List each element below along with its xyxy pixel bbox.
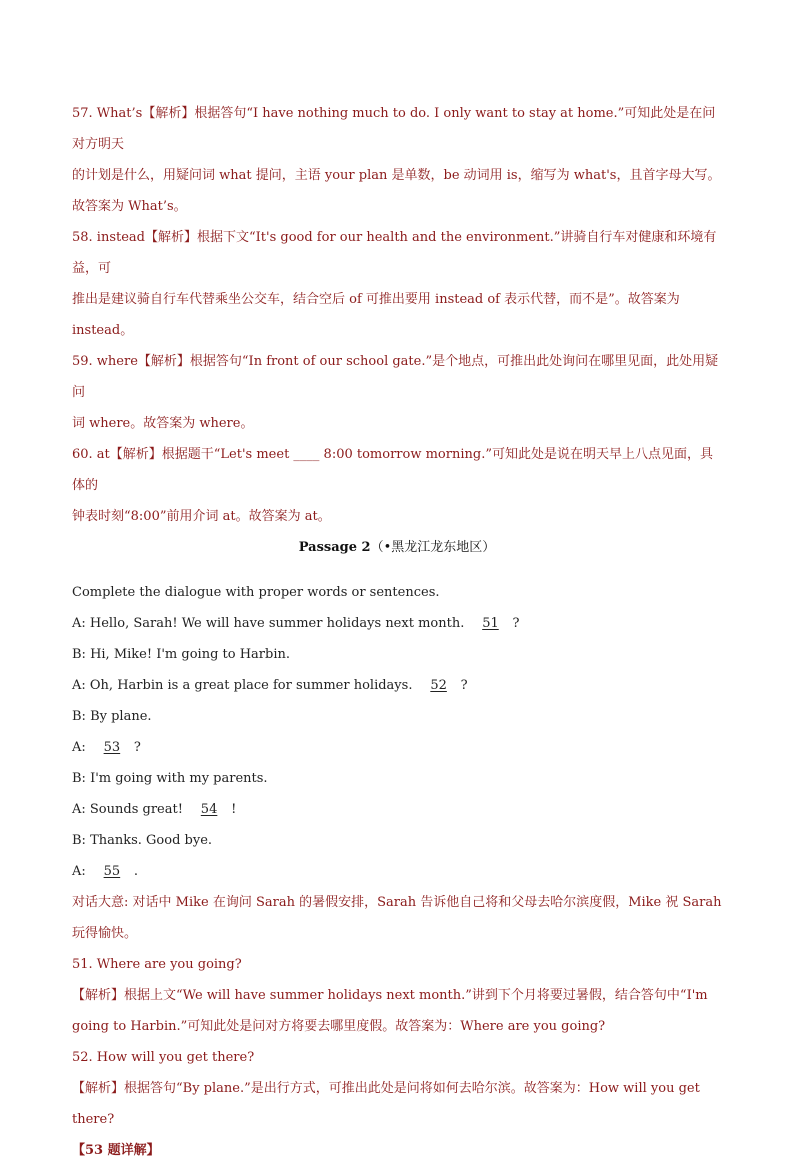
q59-line1: 59. where【解析】根据答句“In front of our school gate.”是个地点，可推出此处询问在哪里见面，此处用疑问 — [72, 354, 719, 400]
dialogue-line — [72, 670, 722, 701]
dialogue-line — [72, 701, 722, 732]
answer-52-exp-line2: there? — [72, 1112, 115, 1127]
q58-line1: 58. instead【解析】根据下文“It's good for our health and the environment.”讲骑自行车对健康和环境有益，可 — [72, 230, 717, 276]
answer-52-exp-line1: 【解析】根据答句“By plane.”是出行方式，可推出此处是问将如何去哈尔滨。故答案为：How will you get — [72, 1081, 700, 1096]
answer-51-exp-line2: going to Harbin.”可知此处是问对方将要去哪里度假。故答案为：Where are you going? — [72, 1019, 606, 1034]
document-page — [72, 98, 722, 1166]
dialogue-punct: ! — [231, 802, 237, 817]
dialogue-line — [72, 639, 722, 670]
blank-55: 55 — [103, 864, 121, 879]
dialogue-text: B: Thanks. Good bye. — [72, 833, 213, 848]
dialogue-line — [72, 856, 722, 887]
q57-line1: 57. What’s【解析】根据答句“I have nothing much to do. I only want to stay at home.”可知此处是在问对方明天 — [72, 106, 716, 152]
blank-54: 54 — [200, 802, 218, 817]
blank-53: 53 — [103, 740, 121, 755]
summary-line1: 对话大意: 对话中 Mike 在询问 Sarah 的暑假安排，Sarah 告诉他自己将和父母去哈尔滨度假，Mike 祝 Sarah — [72, 895, 722, 910]
dialogue-text: A: Sounds great! — [72, 802, 188, 817]
q57-line2: 的计划是什么，用疑问词 what 提问，主语 your plan 是单数，be 动词用 is，缩写为 what's，且首字母大写。 — [72, 168, 721, 183]
summary-line2: 玩得愉快。 — [72, 926, 138, 941]
dialogue-line — [72, 794, 722, 825]
answer-51: 51. Where are you going? — [72, 957, 242, 972]
answer-53-heading: 【53 题详解】 — [72, 1143, 160, 1158]
blank-51: 51 — [482, 616, 499, 631]
dialogue-line — [72, 825, 722, 856]
dialogue-punct: . — [133, 864, 139, 879]
passage-region: （•黑龙江龙东地区） — [370, 540, 496, 555]
dialogue-text: A: Hello, Sarah! We will have summer holidays next month. — [72, 616, 469, 631]
dialogue-text: B: By plane. — [72, 709, 152, 724]
dialogue-line — [72, 732, 722, 763]
dialogue — [72, 608, 722, 887]
answer-51-exp-line1: 【解析】根据上文“We will have summer holidays next month.”讲到下个月将要过暑假，结合答句中“I'm — [72, 988, 708, 1003]
dialogue-line — [72, 763, 722, 794]
q58-line2: 推出是建议骑自行车代替乘坐公交车，结合空后 of 可推出要用 instead of 表示代替，而不是”。故答案为 instead。 — [72, 292, 680, 338]
instruction: Complete the dialogue with proper words or sentences. — [72, 585, 440, 600]
q60-line1: 60. at【解析】根据题干“Let's meet ____ 8:00 tomorrow morning.”可知此处是说在明天早上八点见面，具体的 — [72, 447, 713, 493]
q57-line3: 故答案为 What’s。 — [72, 199, 187, 214]
q59-line2: 词 where。故答案为 where。 — [72, 416, 254, 431]
dialogue-line — [72, 608, 722, 639]
dialogue-text: B: I'm going with my parents. — [72, 771, 268, 786]
passage-title-text: Passage 2 — [298, 540, 371, 555]
dialogue-text: A: — [72, 740, 90, 755]
dialogue-punct: ? — [133, 740, 141, 755]
passage-title — [72, 532, 722, 563]
q60-line2: 钟表时刻“8:00”前用介词 at。故答案为 at。 — [72, 509, 331, 524]
dialogue-punct: ? — [460, 678, 468, 693]
blank-52: 52 — [430, 678, 447, 693]
dialogue-text: A: Oh, Harbin is a great place for summer holidays. — [72, 678, 417, 693]
dialogue-punct: ? — [512, 616, 520, 631]
dialogue-text: A: — [72, 864, 90, 879]
dialogue-text: B: Hi, Mike! I'm going to Harbin. — [72, 647, 290, 662]
answer-52: 52. How will you get there? — [72, 1050, 255, 1065]
